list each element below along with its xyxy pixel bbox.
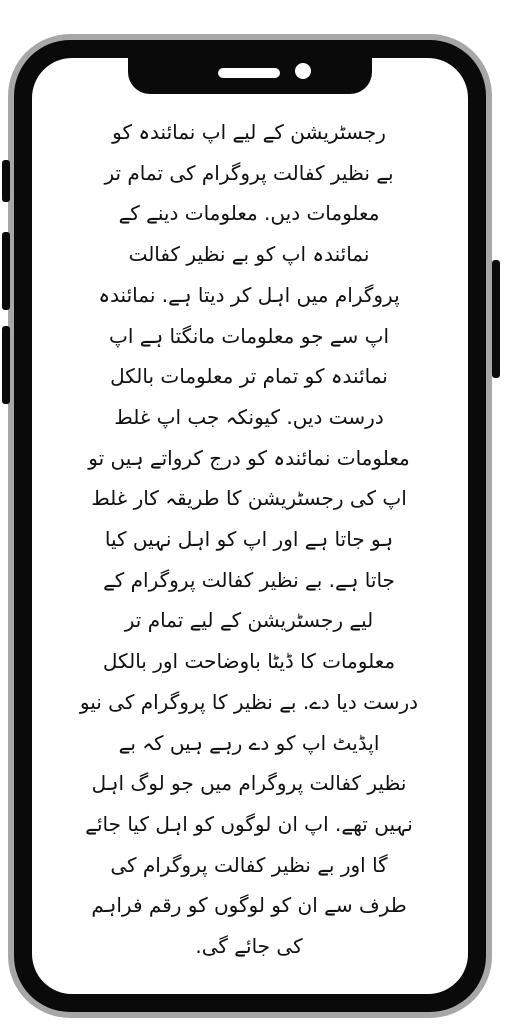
text-line: معلومات کا ڈیٹا باوضاحت اور بالکل [102,649,396,674]
text-line: بے نظیر کفالت پروگرام کی تمام تر [104,160,394,185]
mute-switch [2,160,10,202]
volume-down-button [2,326,10,404]
text-line: درست دیں. کیونکہ جب اپ غلط [114,404,384,429]
power-button [492,260,500,378]
text-line: کی جائے گی. [195,934,303,959]
speaker-icon [218,68,280,78]
text-line: رجسٹریشن کے لیے اپ نمائندہ کو [112,120,386,144]
text-line: معلومات دیں. معلومات دینے کے [118,201,380,226]
text-line: اپڈیٹ اپ کو دے رہے ہیں کہ بے [118,730,380,755]
text-line: طرف سے ان کو لوگوں کو رقم فراہم [91,893,407,918]
text-line: اپ سے جو معلومات مانگتا ہے اپ [108,323,390,348]
text-line: گا اور بے نظیر کفالت پروگرام کی [110,852,388,877]
text-line: پروگرام میں اہل کر دیتا ہے. نمائندہ [98,282,400,307]
text-line: اپ کی رجسٹریشن کا طریقہ کار غلط [91,486,407,511]
text-line: نظیر کفالت پروگرام میں جو لوگ اہل [91,771,407,796]
urdu-text-block [58,112,440,992]
text-line: درست دیا دے. بے نظیر کا پروگرام کی نیو [79,689,419,714]
text-line: جاتا ہے. بے نظیر کفالت پروگرام کے [103,567,395,592]
camera-icon [295,63,311,79]
text-line: نہیں تھے. اپ ان لوگوں کو اہل کیا جائے [85,811,413,836]
volume-up-button [2,232,10,310]
text-line: معلومات نمائندہ کو درج کرواتے ہیں تو [88,445,410,470]
text-line: ہو جاتا ہے اور اپ کو اہل نہیں کیا [104,527,394,552]
text-line: نمائندہ کو تمام تر معلومات بالکل [110,364,388,389]
text-line: نمائندہ اپ کو بے نظیر کفالت [128,242,370,267]
text-line: لیے رجسٹریشن کے لیے تمام تر [124,608,374,633]
